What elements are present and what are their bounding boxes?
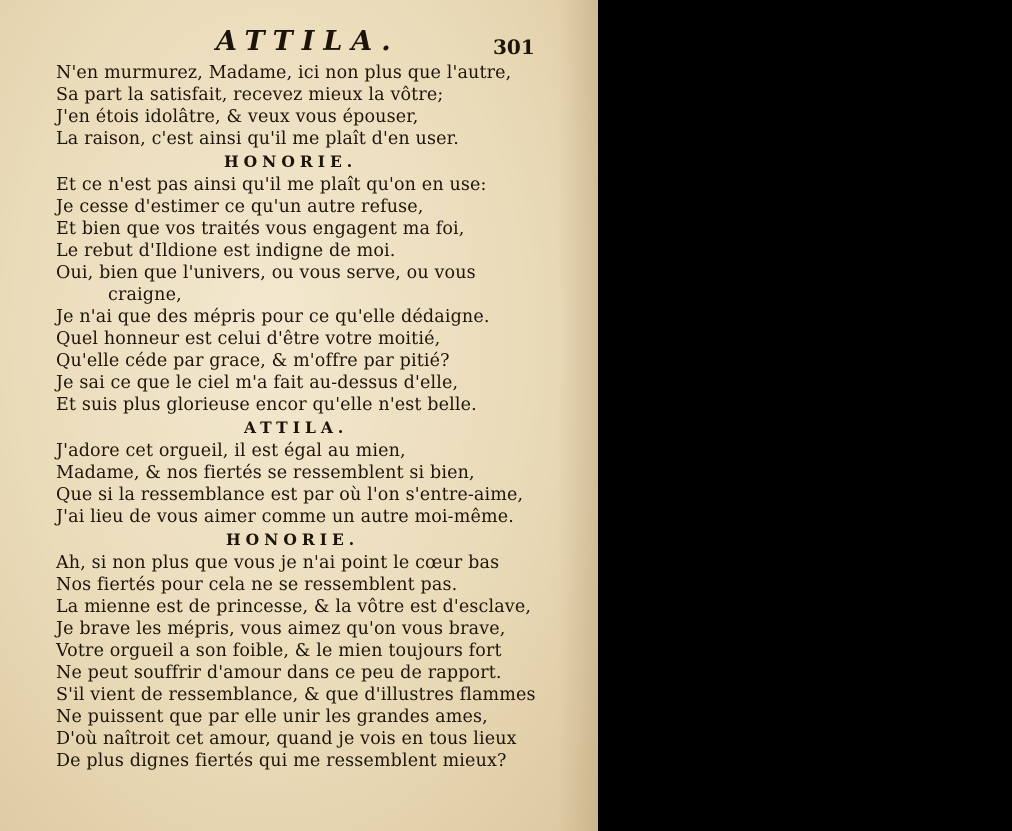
verse-line: Et bien que vos traités vous engagent ma foi, <box>56 219 465 239</box>
verse-line-continuation: craigne, <box>108 285 182 305</box>
verse-line: Je sai ce que le ciel m'a fait au-dessus d'elle, <box>56 373 459 393</box>
verse-line: S'il vient de ressemblance, & que d'illustres flammes <box>56 685 536 705</box>
verse-line: Ah, si non plus que vous je n'ai point le cœur bas <box>56 553 500 573</box>
verse-line: J'ai lieu de vous aimer comme un autre moi-même. <box>56 507 514 527</box>
verse-line: D'où naîtroit cet amour, quand je vois en tous lieux <box>56 729 517 749</box>
speaker-heading-honorie: HONORIE. <box>226 530 360 549</box>
verse-line: Votre orgueil a son foible, & le mien toujours fort <box>56 641 502 661</box>
verse-line: Sa part la satisfait, recevez mieux la vôtre; <box>56 85 444 105</box>
verse-line: Que si la ressemblance est par où l'on s'entre-aime, <box>56 485 524 505</box>
verse-line: Et suis plus glorieuse encor qu'elle n'est belle. <box>56 395 477 415</box>
page-number: 301 <box>493 35 535 59</box>
verse-line: Quel honneur est celui d'être votre moitié, <box>56 329 441 349</box>
verse-line: Je n'ai que des mépris pour ce qu'elle dédaigne. <box>56 307 490 327</box>
verse-line: Nos fiertés pour cela ne se ressemblent pas. <box>56 575 458 595</box>
verse-line: Le rebut d'Ildione est indigne de moi. <box>56 241 396 261</box>
verse-line: Madame, & nos fiertés se ressemblent si bien, <box>56 463 475 483</box>
speaker-heading-honorie: HONORIE. <box>224 152 358 171</box>
running-title: ATTILA. <box>216 26 400 57</box>
running-head <box>56 26 546 62</box>
verse-line: Je brave les mépris, vous aimez qu'on vous brave, <box>56 619 506 639</box>
verse-line: Ne puissent que par elle unir les grandes ames, <box>56 707 488 727</box>
page-text-block <box>56 26 546 772</box>
verse-line: J'en étois idolâtre, & veux vous épouser, <box>56 107 419 127</box>
verse-line: Oui, bien que l'univers, ou vous serve, ou vous <box>56 263 476 283</box>
verse-line: J'adore cet orgueil, il est égal au mien, <box>56 441 406 461</box>
speaker-heading-attila: ATTILA. <box>244 418 349 437</box>
verse-line: N'en murmurez, Madame, ici non plus que l'autre, <box>56 63 512 83</box>
verse-line: La raison, c'est ainsi qu'il me plaît d'en user. <box>56 129 459 149</box>
verse-line: Je cesse d'estimer ce qu'un autre refuse, <box>56 197 424 217</box>
verse-line: Et ce n'est pas ainsi qu'il me plaît qu'on en use: <box>56 175 487 195</box>
verse-line: Ne peut souffrir d'amour dans ce peu de rapport. <box>56 663 502 683</box>
verse-line: De plus dignes fiertés qui me ressemblent mieux? <box>56 751 507 771</box>
verse-line: Qu'elle céde par grace, & m'offre par pitié? <box>56 351 450 371</box>
verse-line: La mienne est de princesse, & la vôtre est d'esclave, <box>56 597 532 617</box>
